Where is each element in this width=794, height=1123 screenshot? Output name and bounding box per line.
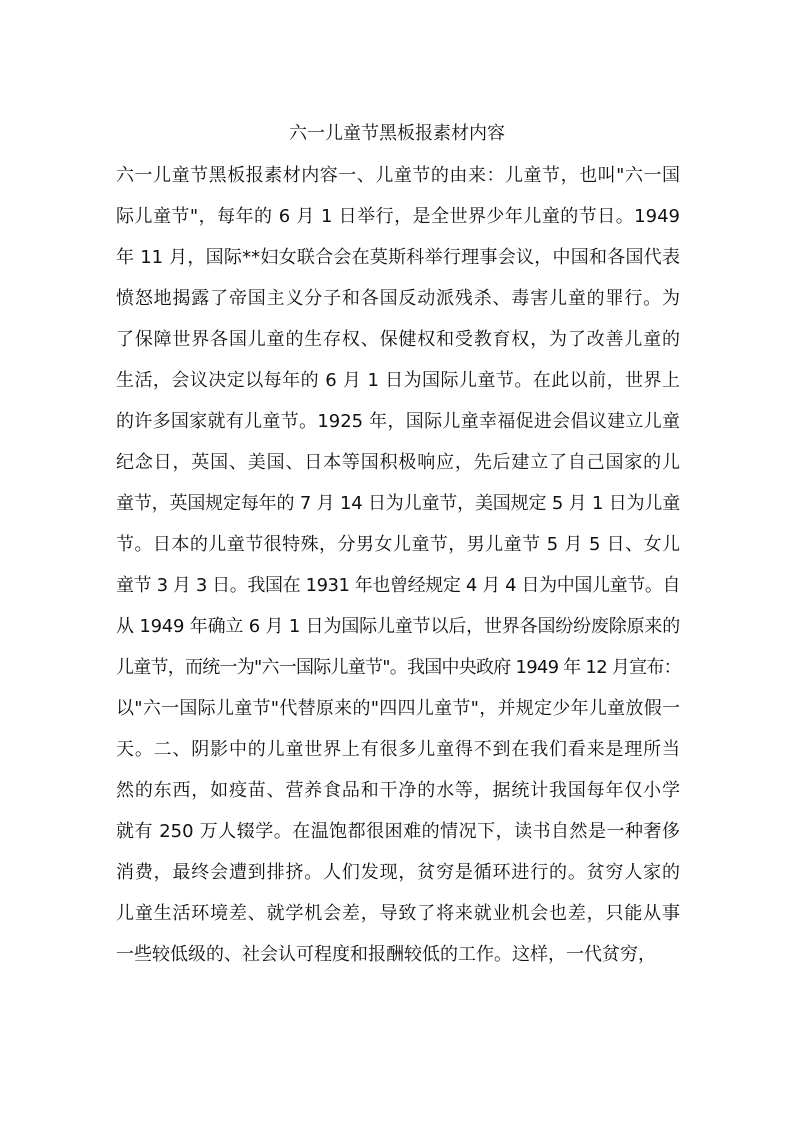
paragraph-line: 儿童生活环境差、就学机会差，导致了将来就业机会也差，只能从事	[116, 903, 680, 924]
paragraph-line: 消费，最终会遭到排挤。人们发现，贫穷是循环进行的。贫穷人家的	[116, 862, 680, 883]
paragraph-line: 以"六一国际儿童节"代替原来的"四四儿童节"，并规定少年儿童放假一	[116, 698, 680, 719]
paragraph-line: 一些较低级的、社会认可程度和报酬较低的工作。这样，一代贫穷，	[116, 944, 656, 965]
paragraph-line: 童节 3 月 3 日。我国在 1931 年也曾经规定 4 月 4 日为中国儿童节。自	[116, 575, 680, 596]
paragraph-line: 然的东西，如疫苗、营养食品和干净的水等，据统计我国每年仅小学	[116, 780, 680, 801]
paragraph-line: 节。日本的儿童节很特殊，分男女儿童节，男儿童节 5 月 5 日、女儿	[116, 534, 680, 555]
paragraph-line: 的许多国家就有儿童节。1925 年，国际儿童幸福促进会倡议建立儿童	[116, 411, 680, 432]
paragraph-line: 愤怒地揭露了帝国主义分子和各国反动派残杀、毒害儿童的罪行。为	[116, 288, 680, 309]
document-title: 六一儿童节黑板报素材内容	[289, 123, 505, 144]
paragraph-line: 纪念日，英国、美国、日本等国积极响应，先后建立了自己国家的儿	[116, 452, 680, 473]
paragraph-line: 就有 250 万人辍学。在温饱都很困难的情况下，读书自然是一种奢侈	[116, 821, 680, 842]
paragraph-line: 从 1949 年确立 6 月 1 日为国际儿童节以后，世界各国纷纷废除原来的	[116, 616, 680, 637]
paragraph-line: 年 11 月，国际**妇女联合会在莫斯科举行理事会议，中国和各国代表	[116, 247, 680, 268]
paragraph-line: 际儿童节"，每年的 6 月 1 日举行，是全世界少年儿童的节日。1949	[116, 206, 680, 227]
paragraph-line: 了保障世界各国儿童的生存权、保健权和受教育权，为了改善儿童的	[116, 329, 680, 350]
paragraph-line: 生活，会议决定以每年的 6 月 1 日为国际儿童节。在此以前，世界上	[116, 370, 680, 391]
paragraph-line: 天。二、阴影中的儿童世界上有很多儿童得不到在我们看来是理所当	[116, 739, 680, 760]
paragraph-line: 六一儿童节黑板报素材内容一、儿童节的由来：儿童节，也叫"六一国	[116, 165, 680, 186]
paragraph-line: 童节，英国规定每年的 7 月 14 日为儿童节，美国规定 5 月 1 日为儿童	[116, 493, 680, 514]
paragraph-line: 儿童节，而统一为"六一国际儿童节"。我国中央政府 1949 年 12 月宣布：	[116, 657, 681, 678]
